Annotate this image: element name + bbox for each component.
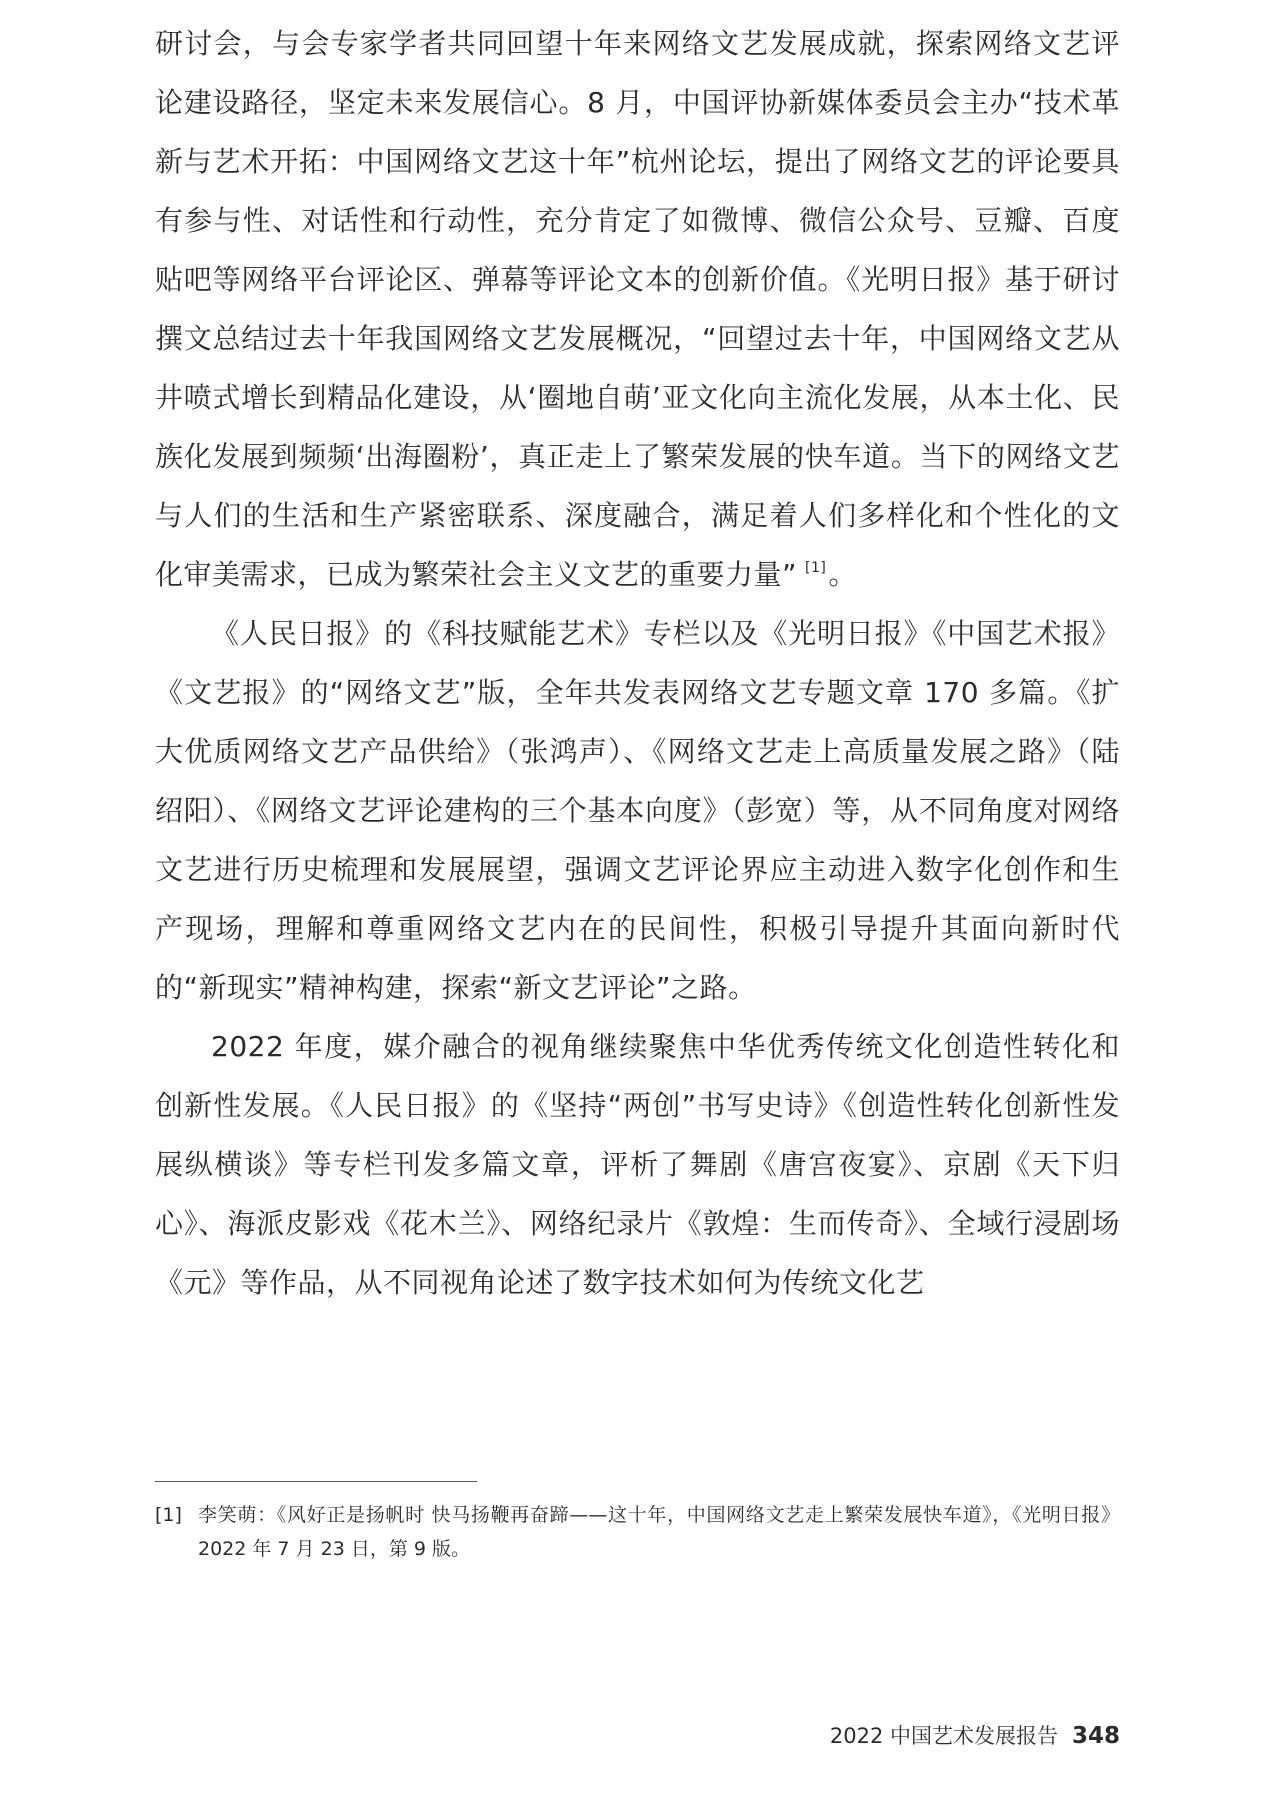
page-number: 348 xyxy=(1071,1723,1120,1749)
body-text xyxy=(155,14,1120,1312)
paragraph xyxy=(155,14,1120,604)
footnote xyxy=(155,1498,1120,1566)
footnote-reference[interactable]: [1] xyxy=(805,560,827,576)
paragraph: 《人民日报》的《科技赋能艺术》专栏以及《光明日报》《中国艺术报》《文艺报》的“网络文艺”版，全年共发表网络文艺专题文章 170 多篇。《扩大优质网络文艺产品供给》（张鸿声）、《网络文艺走上高质量发展之路》（陆绍阳）、《网络文艺评论建构的三个基本向度》（彭宽）等，从不同角度对网络文艺进行历史梳理和发展展望，强调文艺评论界应主动进入数字化创作和生产现场，理解和尊重网络文艺内在的民间性，积极引导提升其面向新时代的“新现实”精神构建，探索“新文艺评论”之路。 xyxy=(155,617,1120,1004)
paragraph: 2022 年度，媒介融合的视角继续聚焦中华优秀传统文化创造性转化和创新性发展。《人民日报》的《坚持“两创”书写史诗》《创造性转化创新性发展纵横谈》等专栏刊发多篇文章，评析了舞剧《唐宫夜宴》、京剧《天下归心》、海派皮影戏《花木兰》、网络纪录片《敦煌：生而传奇》、全域行浸剧场《元》等作品，从不同视角论述了数字技术如何为传统文化艺 xyxy=(155,1030,1120,1299)
paragraph-text: 研讨会，与会专家学者共同回望十年来网络文艺发展成就，探索网络文艺评论建设路径，坚定未来发展信心。8 月，中国评协新媒体委员会主办“技术革新与艺术开拓：中国网络文艺这十年”杭州论坛，提出了网络文艺的评论要具有参与性、对话性和行动性，充分肯定了如微博、微信公众号、豆瓣、百度贴吧等网络平台评论区、弹幕等评论文本的创新价值。《光明日报》基于研讨撰文总结过去十年我国网络文艺发展概况，“回望过去十年，中国网络文艺从井喷式增长到精品化建设，从‘圈地自萌’亚文化向主流化发展，从本土化、民族化发展到频频‘出海圈粉’，真正走上了繁荣发展的快车道。当下的网络文艺与人们的生活和生产紧密联系、深度融合，满足着人们多样化和个性化的文化审美需求，已成为繁荣社会主义文艺的重要力量” xyxy=(155,27,1120,591)
running-title: 2022 中国艺术发展报告 xyxy=(829,1724,1058,1748)
running-footer xyxy=(830,1721,1120,1751)
paragraph-tail: 。 xyxy=(828,558,857,591)
footnote-text: 李笑萌：《风好正是扬帆时 快马扬鞭再奋蹄——这十年，中国网络文艺走上繁荣发展快车道》，《光明日报》2022 年 7 月 23 日，第 9 版。 xyxy=(198,1504,1120,1560)
footnote-divider xyxy=(155,1481,477,1482)
footnote-number: [1] xyxy=(155,1504,182,1526)
